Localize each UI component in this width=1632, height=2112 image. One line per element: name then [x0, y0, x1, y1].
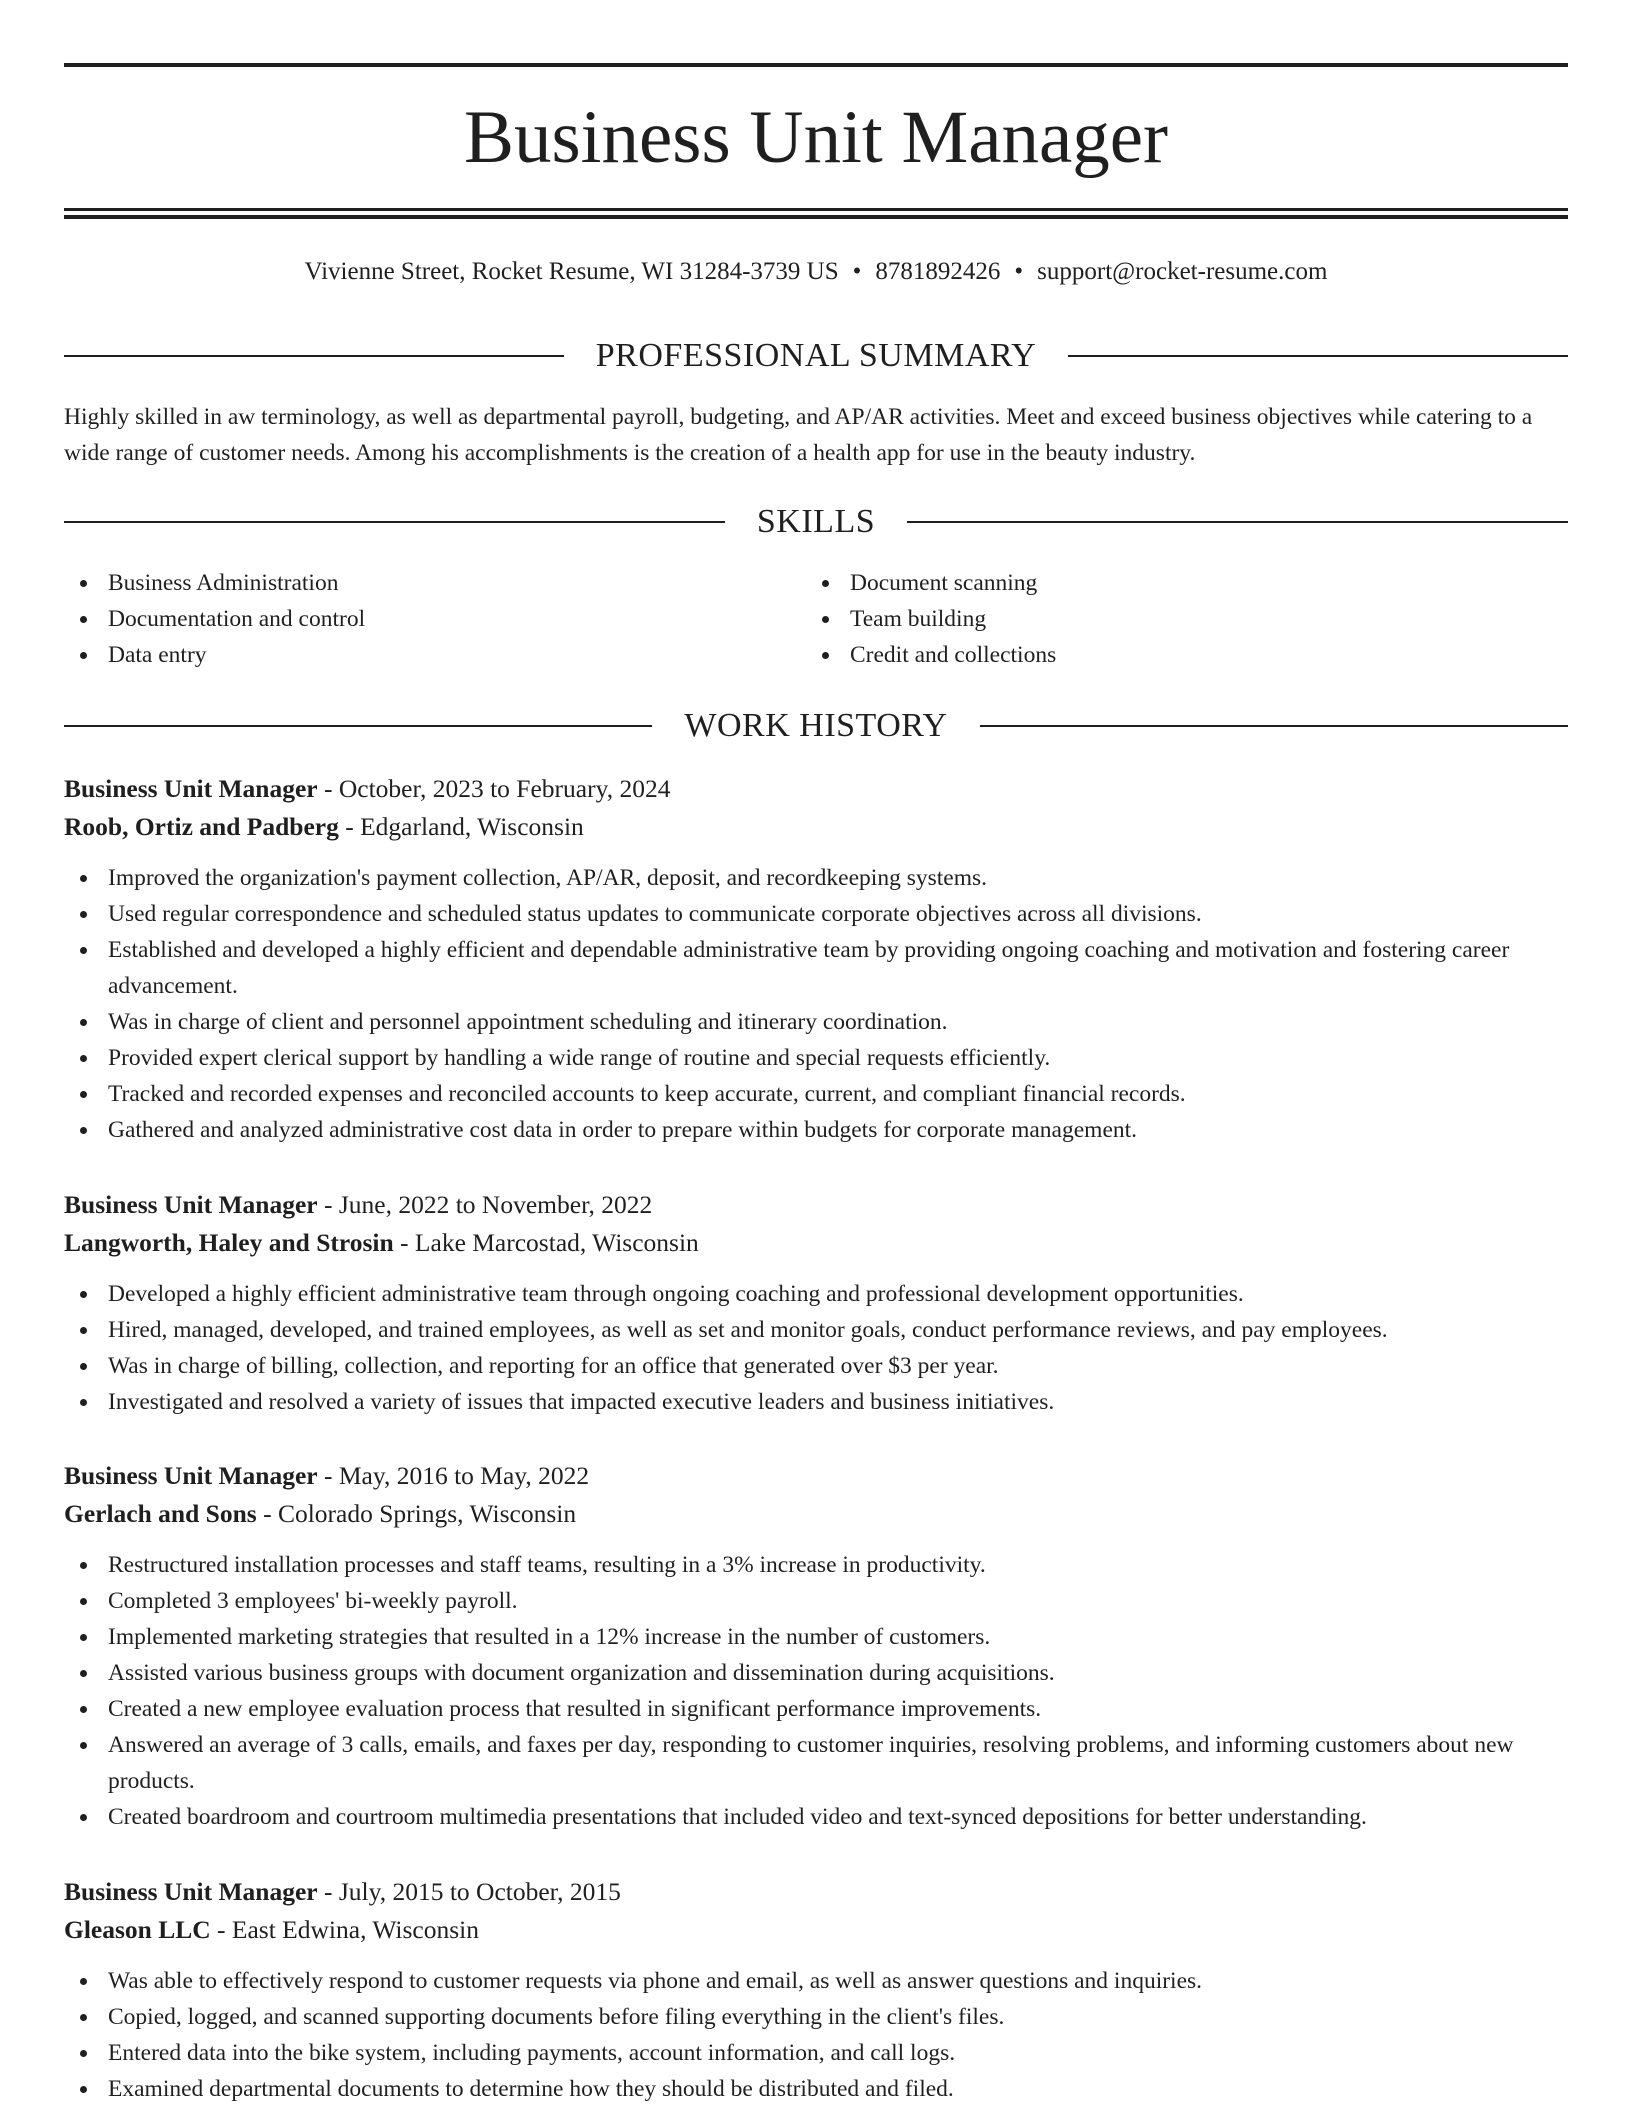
- title-double-rule: [64, 208, 1568, 219]
- contact-separator: •: [1014, 258, 1024, 285]
- job-bullet: Completed 3 employees' bi-weekly payroll.: [64, 1583, 1568, 1619]
- skill-item: Documentation and control: [64, 601, 806, 637]
- job-company: Gerlach and Sons: [64, 1499, 257, 1528]
- dash: -: [317, 1190, 339, 1219]
- skill-item: Data entry: [64, 637, 806, 673]
- job-company-line: [64, 1911, 1568, 1949]
- job-dates: October, 2023 to February, 2024: [338, 774, 671, 803]
- job-location: Edgarland, Wisconsin: [360, 812, 584, 841]
- job-dates: July, 2015 to October, 2015: [338, 1877, 621, 1906]
- job-bullet: Created a new employee evaluation process that resulted in significant performance improvements.: [64, 1691, 1568, 1727]
- job-title: Business Unit Manager: [64, 774, 318, 803]
- section-rule: [64, 725, 652, 727]
- section-rule: [64, 355, 564, 357]
- dash: -: [317, 1877, 339, 1906]
- dash: -: [393, 1228, 415, 1257]
- job-entry: [64, 1186, 1568, 1420]
- section-rule: [907, 521, 1568, 523]
- job-location: East Edwina, Wisconsin: [231, 1915, 479, 1944]
- job-company: Langworth, Haley and Strosin: [64, 1228, 394, 1257]
- contact-address: Vivienne Street, Rocket Resume, WI 31284-3739 US: [304, 258, 839, 285]
- skill-item: Document scanning: [806, 565, 1548, 601]
- job-bullet: Created boardroom and courtroom multimedia presentations that included video and text-synced depositions for better understanding.: [64, 1799, 1568, 1835]
- job-company-line: [64, 808, 1568, 846]
- section-heading-label: SKILLS: [756, 503, 876, 540]
- job-location: Lake Marcostad, Wisconsin: [414, 1228, 699, 1257]
- job-company-line: [64, 1495, 1568, 1533]
- contact-phone: 8781892426: [875, 258, 1001, 285]
- job-bullet: Provided expert clerical support by handling a wide range of routine and special requests efficiently.: [64, 1040, 1568, 1076]
- job-bullet: Was able to effectively respond to customer requests via phone and email, as well as answer questions and inquiries.: [64, 1963, 1568, 1999]
- job-bullet: Hired, managed, developed, and trained employees, as well as set and monitor goals, conduct performance reviews, and pay employees.: [64, 1312, 1568, 1348]
- job-title-line: [64, 770, 1568, 808]
- job-bullet: Was in charge of billing, collection, and reporting for an office that generated over $3 per year.: [64, 1348, 1568, 1384]
- job-bullet: Entered data into the bike system, including payments, account information, and call logs.: [64, 2035, 1568, 2071]
- job-bullets: [64, 1276, 1568, 1420]
- summary-text: Highly skilled in aw terminology, as well as departmental payroll, budgeting, and AP/AR activities. Meet and exceed business objectives while catering to a wide range of customer needs. Among his accomplishments is the creation of a health app for use in the beauty industry.: [64, 404, 1533, 466]
- dash: -: [210, 1915, 232, 1944]
- job-bullet: Improved the organization's payment collection, AP/AR, deposit, and recordkeeping systems.: [64, 860, 1568, 896]
- job-bullet: Examined departmental documents to determine how they should be distributed and filed.: [64, 2071, 1568, 2107]
- job-bullet: Restructured installation processes and staff teams, resulting in a 3% increase in productivity.: [64, 1547, 1568, 1583]
- skills-heading: [64, 502, 1568, 542]
- job-title-line: [64, 1457, 1568, 1495]
- job-entry: [64, 1873, 1568, 2107]
- job-bullets: [64, 860, 1568, 1148]
- dash: -: [317, 774, 339, 803]
- job-bullet: Tracked and recorded expenses and reconciled accounts to keep accurate, current, and compliant financial records.: [64, 1076, 1568, 1112]
- contact-email: support@rocket-resume.com: [1037, 258, 1328, 285]
- dash: -: [256, 1499, 278, 1528]
- job-bullet: Answered an average of 3 calls, emails, and faxes per day, responding to customer inquiries, resolving problems, and informing customers about new products.: [64, 1727, 1568, 1799]
- section-rule: [980, 725, 1568, 727]
- job-bullets: [64, 1547, 1568, 1835]
- skill-item: Team building: [806, 601, 1548, 637]
- job-company: Gleason LLC: [64, 1915, 211, 1944]
- contact-line: [64, 254, 1568, 290]
- job-bullets: [64, 1963, 1568, 2107]
- job-bullet: Used regular correspondence and scheduled status updates to communicate corporate objectives across all divisions.: [64, 896, 1568, 932]
- section-rule: [64, 521, 725, 523]
- job-title: Business Unit Manager: [64, 1461, 318, 1490]
- job-title: Business Unit Manager: [64, 1877, 318, 1906]
- job-entry: [64, 1457, 1568, 1835]
- skill-item: Business Administration: [64, 565, 806, 601]
- job-bullet: Established and developed a highly efficient and dependable administrative team by providing ongoing coaching and motivation and fostering career advancement.: [64, 932, 1568, 1004]
- skill-item: Credit and collections: [806, 637, 1548, 673]
- skills-column-right: [806, 565, 1548, 673]
- skills-column-left: [64, 565, 806, 673]
- summary-heading: [64, 336, 1568, 376]
- contact-separator: •: [852, 258, 862, 285]
- job-bullet: Gathered and analyzed administrative cost data in order to prepare within budgets for corporate management.: [64, 1112, 1568, 1148]
- job-company-line: [64, 1224, 1568, 1262]
- job-bullet: Was in charge of client and personnel appointment scheduling and itinerary coordination.: [64, 1004, 1568, 1040]
- job-company: Roob, Ortiz and Padberg: [64, 812, 339, 841]
- section-heading-label: WORK HISTORY: [684, 707, 948, 744]
- dash: -: [338, 812, 361, 841]
- job-title-line: [64, 1186, 1568, 1224]
- work-history-heading: [64, 706, 1568, 746]
- job-bullet: Developed a highly efficient administrative team through ongoing coaching and professional development opportunities.: [64, 1276, 1568, 1312]
- job-title: Business Unit Manager: [64, 1190, 318, 1219]
- job-dates: June, 2022 to November, 2022: [338, 1190, 653, 1219]
- job-entry: [64, 770, 1568, 1148]
- job-bullet: Investigated and resolved a variety of issues that impacted executive leaders and business initiatives.: [64, 1384, 1568, 1420]
- job-bullet: Assisted various business groups with document organization and dissemination during acquisitions.: [64, 1655, 1568, 1691]
- job-dates: May, 2016 to May, 2022: [338, 1461, 590, 1490]
- job-bullet: Copied, logged, and scanned supporting documents before filing everything in the client's files.: [64, 1999, 1568, 2035]
- top-rule: [64, 63, 1568, 67]
- job-location: Colorado Springs, Wisconsin: [277, 1499, 577, 1528]
- job-bullet: Implemented marketing strategies that resulted in a 12% increase in the number of customers.: [64, 1619, 1568, 1655]
- section-heading-label: PROFESSIONAL SUMMARY: [595, 337, 1037, 374]
- job-title-line: [64, 1873, 1568, 1911]
- dash: -: [317, 1461, 339, 1490]
- section-rule: [1068, 355, 1568, 357]
- resume-title: Business Unit Manager: [463, 96, 1169, 179]
- skills-list: [64, 565, 1568, 673]
